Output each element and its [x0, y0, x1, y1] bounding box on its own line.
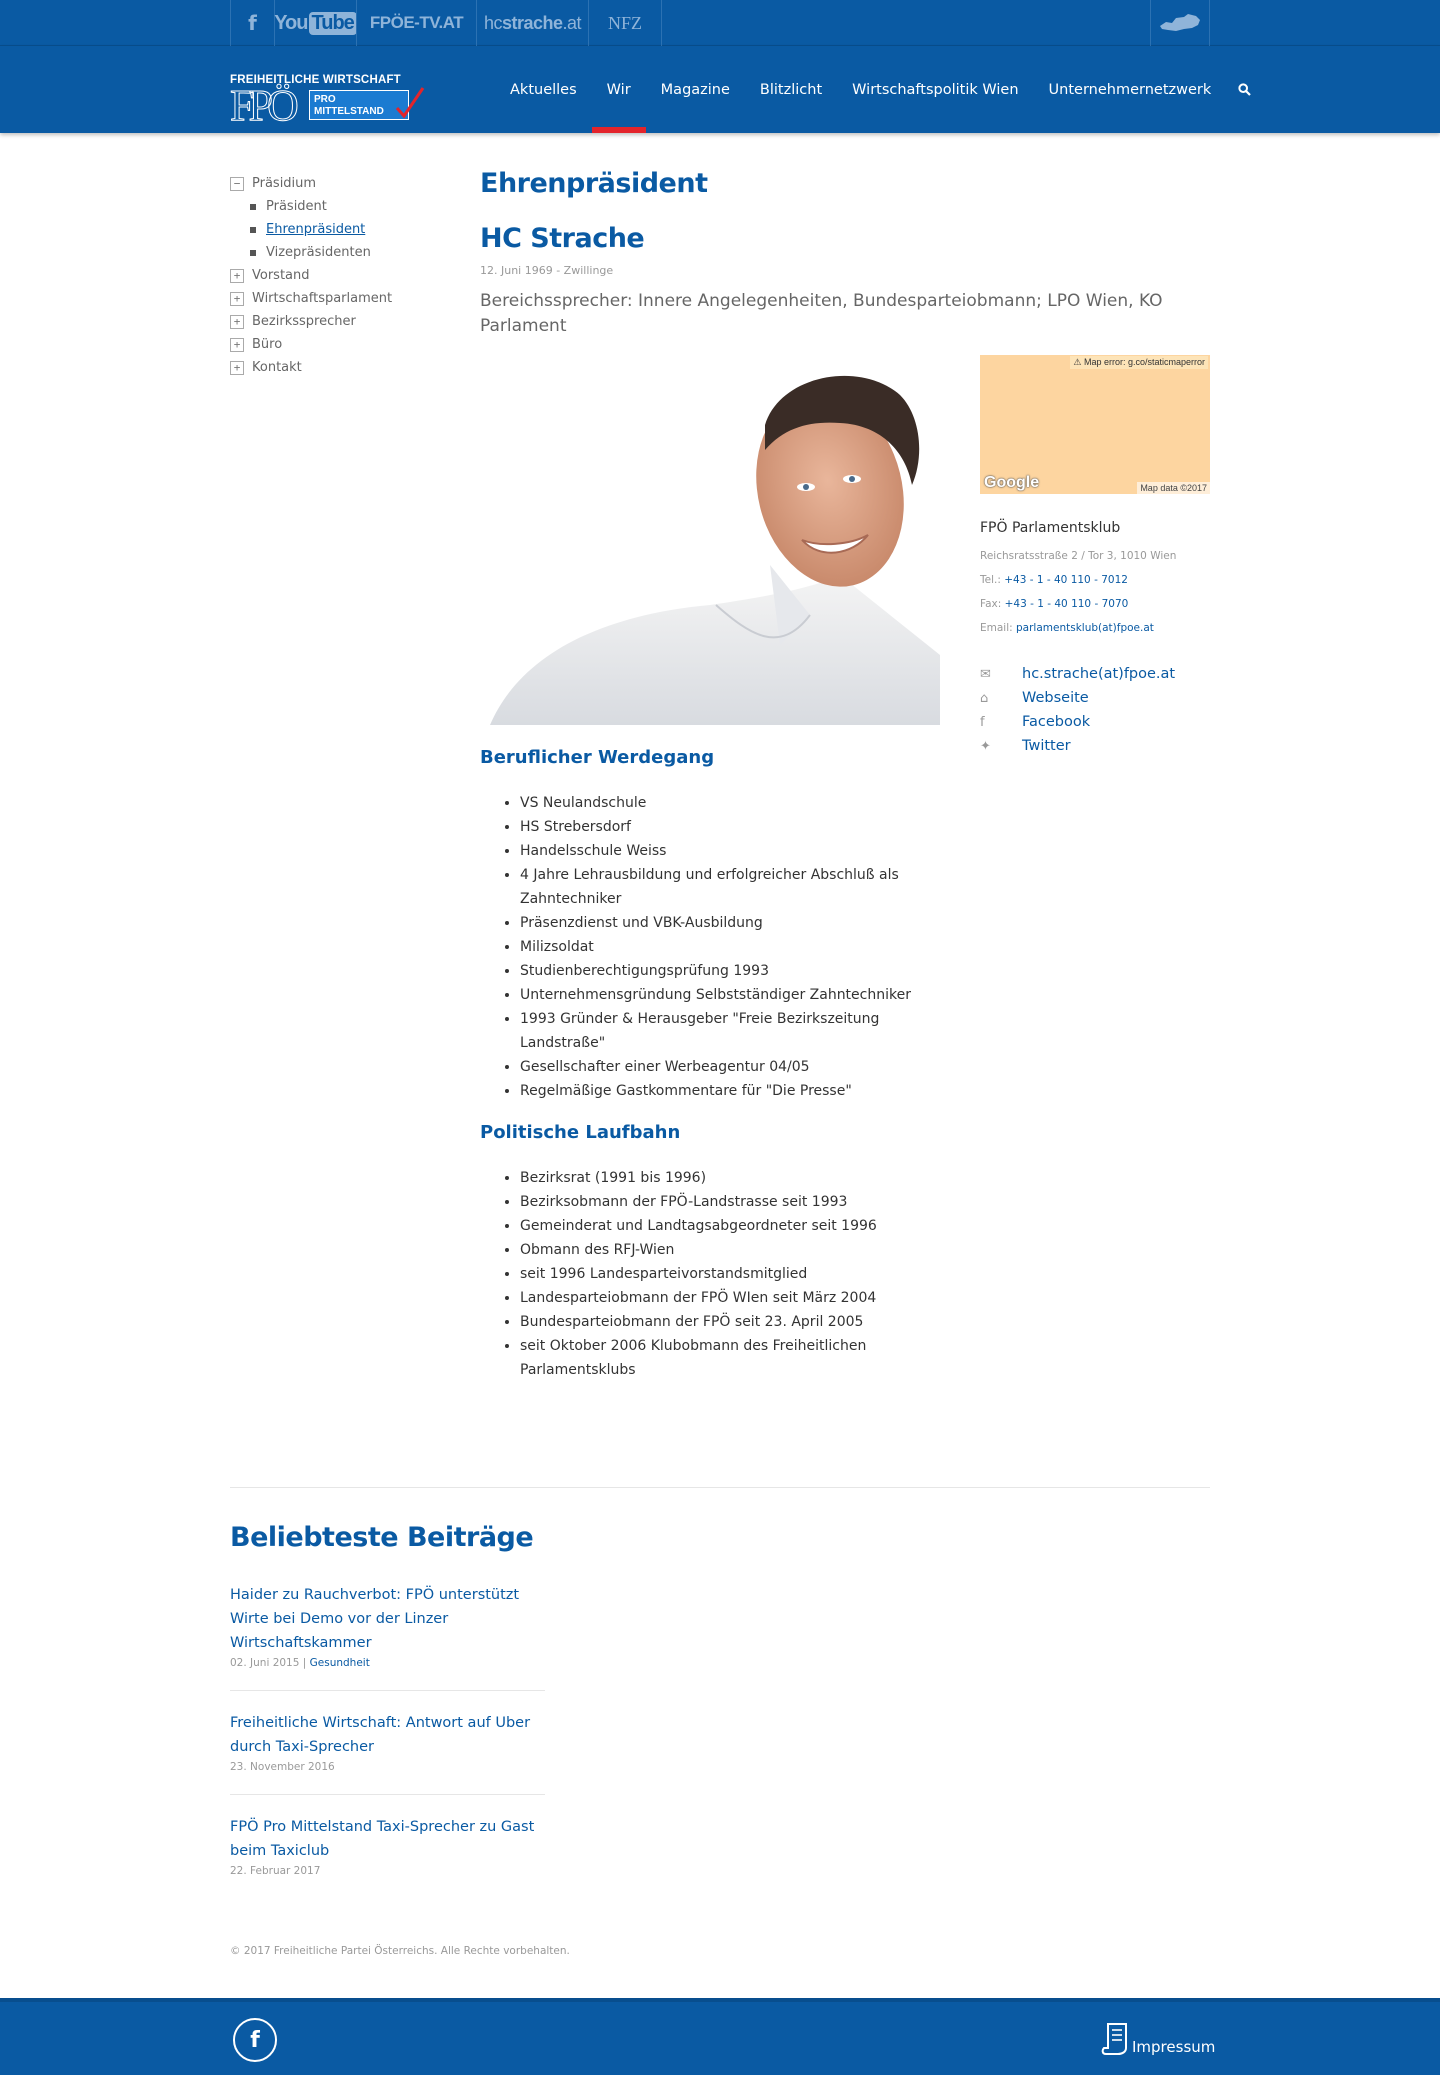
twitter-link[interactable] — [980, 734, 1220, 758]
list-item: • 1993 Gründer & Herausgeber "Freie Bezirkszeitung Landstraße" — [520, 1007, 940, 1055]
popular-post — [230, 1711, 545, 1773]
collapse-icon[interactable]: − — [230, 177, 244, 191]
bullet-icon — [250, 227, 256, 233]
phone-link[interactable]: +43 - 1 - 40 110 - 7012 — [1004, 574, 1128, 586]
email-label: Email: — [980, 622, 1013, 634]
sidebar-item-bezirkssprecher[interactable] — [230, 310, 430, 333]
impressum-link[interactable] — [1100, 2016, 1215, 2056]
person-name: HC Strache — [480, 223, 645, 254]
list-item: • Studienberechtigungsprüfung 1993 — [520, 959, 940, 983]
expand-icon[interactable]: + — [230, 338, 244, 352]
nfz-link[interactable]: NFZ — [588, 0, 662, 46]
popular-post — [230, 1815, 545, 1877]
nav-item-aktuelles[interactable]: Aktuelles — [510, 81, 577, 98]
main-header — [0, 46, 1440, 133]
sidebar-item-buero[interactable] — [230, 333, 430, 356]
post-title-link[interactable]: FPÖ Pro Mittelstand Taxi-Sprecher zu Gast beim Taxiclub — [230, 1819, 535, 1859]
sidebar-item-wirtschaftsparlament[interactable] — [230, 287, 430, 310]
fpoe-tv-link[interactable]: FPÖE-TV.AT — [356, 0, 476, 46]
page-title: Ehrenpräsident — [480, 168, 708, 199]
post-title-link[interactable]: Haider zu Rauchverbot: FPÖ unterstützt Wirte bei Demo vor der Linzer Wirtschaftskammer — [230, 1587, 520, 1651]
youtube-topbar-link[interactable] — [274, 0, 356, 46]
hcstrache-bold: strache — [501, 12, 563, 33]
youtube-logo-tube: Tube — [309, 12, 357, 35]
politics-heading: Politische Laufbahn — [480, 1122, 681, 1143]
post-divider — [230, 1794, 545, 1795]
list-item: • Bezirksobmann der FPÖ-Landstrasse seit 1993 — [520, 1190, 940, 1214]
facebook-icon: f — [248, 11, 257, 35]
map-attribution: Map data ©2017 — [1137, 482, 1210, 494]
static-map[interactable] — [980, 355, 1210, 494]
expand-icon[interactable]: + — [230, 269, 244, 283]
nav-item-blitzlicht[interactable]: Blitzlicht — [759, 81, 823, 98]
search-button[interactable] — [1226, 46, 1266, 133]
logo-box-line1: PRO — [314, 94, 336, 105]
popular-post — [230, 1583, 545, 1669]
nav-item-wir[interactable]: Wir — [592, 46, 646, 133]
hcstrache-prefix: hc — [483, 12, 502, 33]
facebook-icon: f — [980, 714, 985, 730]
austria-map-icon — [1158, 12, 1202, 34]
facebook-icon: f — [250, 2027, 260, 2053]
list-item: • Handelsschule Weiss — [520, 839, 940, 863]
list-item: • Unternehmensgründung Selbstständiger Zahntechniker — [520, 983, 940, 1007]
list-item: • Bundesparteiobmann der FPÖ seit 23. April 2005 — [520, 1310, 940, 1334]
list-item: • Präsenzdienst und VBK-Ausbildung — [520, 911, 940, 935]
list-item: • VS Neulandschule — [520, 791, 940, 815]
meta-separator: | — [299, 1657, 310, 1669]
career-heading: Beruflicher Werdegang — [480, 747, 715, 768]
club-address: Reichsratsstraße 2 / Tor 3, 1010 Wien — [980, 550, 1177, 562]
search-icon — [1238, 83, 1251, 96]
club-contact — [980, 520, 1220, 634]
document-icon — [1100, 2022, 1130, 2056]
expand-icon[interactable]: + — [230, 315, 244, 329]
sidebar-item-vorstand[interactable] — [230, 264, 430, 287]
hcstrache-suffix: .at — [562, 12, 582, 33]
list-item: • Gesellschafter einer Werbeagentur 04/05 — [520, 1055, 940, 1079]
facebook-footer-button[interactable] — [233, 2018, 277, 2062]
nav-item-unternehmernetzwerk[interactable]: Unternehmernetzwerk — [1048, 81, 1212, 98]
email-link[interactable]: parlamentsklub(at)fpoe.at — [1016, 622, 1154, 634]
youtube-logo-you: You — [274, 11, 308, 34]
footer-bar — [0, 1998, 1440, 2075]
portrait-photo — [480, 355, 940, 725]
list-item: • Regelmäßige Gastkommentare für "Die Presse" — [520, 1079, 940, 1103]
post-category-link[interactable]: Gesundheit — [309, 1657, 370, 1669]
popular-posts-heading: Beliebteste Beiträge — [230, 1522, 534, 1553]
sidebar-item-label: Büro — [252, 337, 283, 352]
list-item: • Landesparteiobmann der FPÖ WIen seit März 2004 — [520, 1286, 940, 1310]
list-item: • seit Oktober 2006 Klubobmann des Freiheitlichen Parlamentsklubs — [520, 1334, 940, 1382]
sidebar-item-kontakt[interactable] — [230, 356, 430, 379]
email-personal-link[interactable] — [980, 662, 1220, 686]
expand-icon[interactable]: + — [230, 361, 244, 375]
sidebar-item-vizepraesidenten[interactable] — [230, 241, 430, 264]
sidebar-item-label: Präsidium — [252, 176, 317, 191]
facebook-topbar-link[interactable] — [230, 0, 274, 46]
link-label: Webseite — [1022, 690, 1089, 706]
sidebar-item-ehrenpraesident[interactable] — [230, 218, 430, 241]
post-date: 02. Juni 2015 — [230, 1657, 300, 1669]
sidebar-item-praesident[interactable] — [230, 195, 430, 218]
post-date: 22. Februar 2017 — [230, 1865, 321, 1877]
club-name: FPÖ Parlamentsklub — [980, 520, 1121, 536]
post-meta — [230, 1657, 545, 1669]
list-item: • 4 Jahre Lehrausbildung und erfolgreicher Abschluß als Zahntechniker — [520, 863, 940, 911]
list-item: • seit 1996 Landesparteivorstandsmitglied — [520, 1262, 940, 1286]
fax-label: Fax: — [980, 598, 1002, 610]
sidebar-item-label: Präsident — [266, 199, 327, 214]
section-divider — [230, 1487, 1210, 1488]
club-fax — [980, 598, 1220, 610]
facebook-link[interactable] — [980, 710, 1220, 734]
google-logo: Google — [984, 474, 1040, 491]
list-item: • Gemeinderat und Landtagsabgeordneter seit 1996 — [520, 1214, 940, 1238]
personal-links — [980, 662, 1220, 758]
envelope-icon: ✉ — [980, 666, 991, 682]
hcstrache-link[interactable] — [476, 0, 588, 46]
impressum-label: Impressum — [1132, 2038, 1216, 2056]
logo-main-text: FPÖ — [230, 81, 293, 130]
sidebar-item-label: Vizepräsidenten — [266, 245, 371, 260]
link-label: hc.strache(at)fpoe.at — [1022, 666, 1176, 682]
phone-label: Tel.: — [980, 574, 1001, 586]
spokesperson-areas: Bereichssprecher: Innere Angelegenheiten, Bundesparteiobmann; LPO Wien, KO Parlament — [480, 291, 1163, 336]
nav-item-magazine[interactable]: Magazine — [660, 81, 730, 98]
post-divider — [230, 1690, 545, 1691]
logo-top-text: FREIHEITLICHE WIRTSCHAFT — [230, 74, 401, 86]
home-icon: ⌂ — [980, 690, 989, 706]
sidebar-item-praesidium[interactable] — [230, 172, 430, 195]
main-nav — [495, 46, 1266, 133]
list-item: • Bezirksrat (1991 bis 1996) — [520, 1166, 940, 1190]
politics-list — [500, 1166, 940, 1382]
link-label: Facebook — [1022, 714, 1091, 730]
checkmark-icon — [395, 86, 425, 120]
club-email — [980, 622, 1220, 634]
sidebar-item-label: Ehrenpräsident — [266, 222, 366, 237]
sidebar-item-label: Kontakt — [252, 360, 302, 375]
bullet-icon — [250, 204, 256, 210]
fax-link[interactable]: +43 - 1 - 40 110 - 7070 — [1004, 598, 1129, 610]
expand-icon[interactable]: + — [230, 292, 244, 306]
logo-box-line2: MITTELSTAND — [314, 106, 384, 117]
twitter-icon: ✦ — [980, 738, 991, 754]
copyright-text: © 2017 Freiheitliche Partei Österreichs. Alle Rechte vorbehalten. — [230, 1945, 570, 1957]
sidebar-nav — [230, 172, 430, 379]
logo-box — [309, 90, 409, 120]
site-logo[interactable] — [230, 74, 425, 130]
sidebar-item-label: Vorstand — [252, 268, 310, 283]
social-topbar — [0, 0, 1440, 46]
club-phone — [980, 574, 1220, 586]
austria-map-link[interactable] — [1150, 0, 1210, 46]
post-title-link[interactable]: Freiheitliche Wirtschaft: Antwort auf Uber durch Taxi-Sprecher — [230, 1715, 531, 1755]
bullet-icon — [250, 250, 256, 256]
list-item: • Obmann des RFJ-Wien — [520, 1238, 940, 1262]
nav-item-wirtschaftspolitik-wien[interactable]: Wirtschaftspolitik Wien — [852, 81, 1019, 98]
sidebar-item-label: Wirtschaftsparlament — [252, 291, 393, 306]
list-item: • HS Strebersdorf — [520, 815, 940, 839]
birth-date: 12. Juni 1969 - Zwillinge — [480, 264, 614, 277]
career-list — [500, 791, 940, 1103]
post-date: 23. November 2016 — [230, 1761, 335, 1773]
link-label: Twitter — [1022, 738, 1071, 754]
sidebar-item-label: Bezirkssprecher — [252, 314, 356, 329]
list-item: • Milizsoldat — [520, 935, 940, 959]
map-error-notice: ⚠ Map error: g.co/staticmaperror — [1070, 356, 1208, 369]
website-link[interactable] — [980, 686, 1220, 710]
